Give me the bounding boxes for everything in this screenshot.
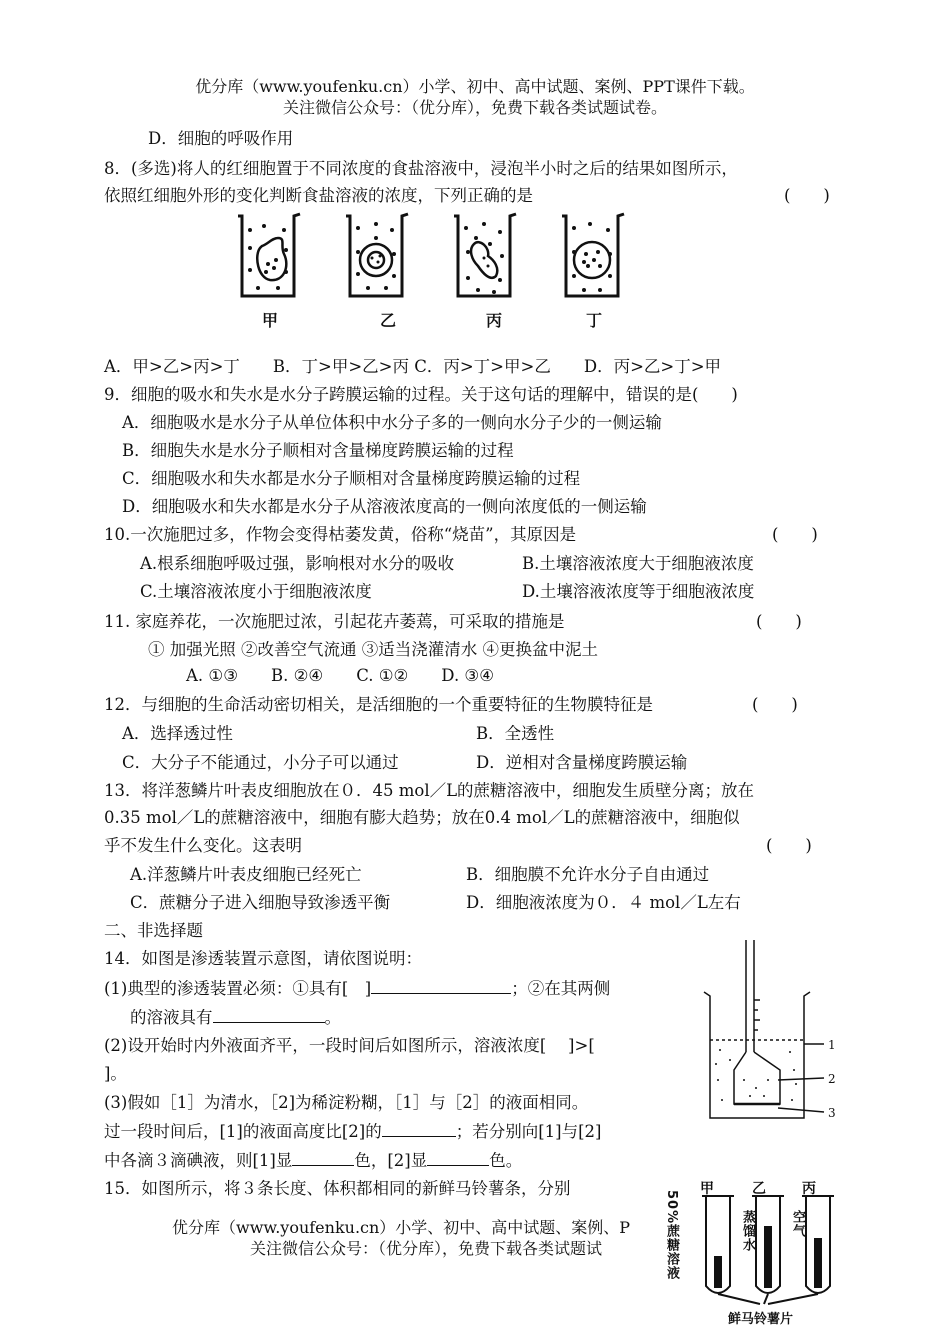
q8-options: A．甲>乙>丙>丁 B．丁>甲>乙>丙 C．丙>丁>甲>乙 D．丙>乙>丁>甲 bbox=[104, 357, 722, 376]
potato-strip-bing bbox=[814, 1238, 822, 1288]
footer-line-1: 优分库（www.youfenku.cn）小学、初中、高中试题、案例、P bbox=[172, 1218, 631, 1237]
q14-stem: 14．如图是渗透装置示意图，请依图说明： bbox=[104, 949, 422, 968]
q12-option-d: D．逆相对含量梯度跨膜运输 bbox=[476, 753, 688, 772]
tube-label-bing: 丙 bbox=[802, 1181, 816, 1197]
q12-paren: ( ) bbox=[752, 695, 798, 714]
q12-option-a: A．选择透过性 bbox=[122, 724, 233, 743]
red-cell-beakers-figure bbox=[228, 208, 648, 308]
q8-stem-1: 8．(多选)将人的红细胞置于不同浓度的食盐溶液中，浸泡半小时之后的结果如图所示， bbox=[104, 159, 738, 178]
q8-paren: ( ) bbox=[784, 186, 830, 205]
header-line-2: 关注微信公众号：（优分库），免费下载各类试题试卷。 bbox=[282, 98, 667, 117]
q11-options: A. ①③ B. ②④ C. ①② D. ③④ bbox=[186, 666, 495, 685]
q11-stem: 11. 家庭养花，一次施肥过浓，引起花卉萎蔫，可采取的措施是 bbox=[104, 612, 565, 631]
beaker-label-ding: 丁 bbox=[586, 311, 603, 330]
beaker-label-bing: 丙 bbox=[486, 311, 503, 330]
beaker-bing bbox=[454, 214, 516, 296]
q13-option-a: A.洋葱鳞片叶表皮细胞已经死亡 bbox=[130, 865, 362, 884]
q14-part3-f: 色。 bbox=[489, 1151, 523, 1170]
q14-part3-c: ；若分别向[1]与[2] bbox=[455, 1122, 602, 1141]
potato-strip-jia bbox=[714, 1256, 722, 1288]
q11-paren: ( ) bbox=[756, 612, 802, 631]
cell-yi bbox=[360, 244, 392, 276]
q14-part1-c: 的溶液具有 bbox=[130, 1008, 213, 1027]
tube-label-yi: 乙 bbox=[752, 1181, 766, 1197]
footer-line-2: 关注微信公众号：（优分库），免费下载各类试题试 bbox=[250, 1239, 603, 1258]
q13-option-c: C．蔗糖分子进入细胞导致渗透平衡 bbox=[130, 893, 391, 912]
q14-part1-a: (1)典型的渗透装置必须：①具有[ ] bbox=[104, 979, 372, 998]
beaker-yi bbox=[346, 214, 408, 296]
q10-option-d: D.土壤溶液浓度等于细胞液浓度 bbox=[522, 582, 755, 601]
q9-option-d: D．细胞吸水和失水都是水分子从溶液浓度高的一侧向浓度低的一侧运输 bbox=[122, 497, 647, 516]
q14-part3-a: (3)假如［1］为清水，［2]为稀淀粉糊，［1］与［2］的液面相同。 bbox=[104, 1093, 589, 1112]
q10-option-c: C.土壤溶液浓度小于细胞液浓度 bbox=[140, 582, 372, 601]
q10-stem: 10.一次施肥过多，作物会变得枯萎发黄，俗称“烧苗”，其原因是 bbox=[104, 525, 577, 544]
potato-strip-yi bbox=[764, 1226, 772, 1288]
q14-part1-line1 bbox=[104, 977, 610, 1000]
q9-option-b: B．细胞失水是水分子顺相对含量梯度跨膜运输的过程 bbox=[122, 441, 514, 460]
q14-part1-d: 。 bbox=[324, 1008, 341, 1027]
tube-label-jia: 甲 bbox=[700, 1181, 714, 1197]
q15-stem: 15．如图所示，将３条长度、体积都相同的新鲜马铃薯条，分别 bbox=[104, 1179, 571, 1198]
q14-part3-d: 中各滴３滴碘液，则[1]显 bbox=[104, 1151, 293, 1170]
fig-label-2: 2 bbox=[828, 1072, 836, 1086]
q14-part3-e: 色，[2]显 bbox=[354, 1151, 428, 1170]
cell-jia bbox=[257, 238, 286, 280]
beaker-jia bbox=[238, 214, 300, 296]
q14-blank-2[interactable] bbox=[213, 1006, 325, 1023]
q10-option-b: B.土壤溶液浓度大于细胞液浓度 bbox=[522, 554, 754, 573]
potato-tubes-figure bbox=[690, 1186, 840, 1306]
q12-stem: 12．与细胞的生命活动密切相关，是活细胞的一个重要特征的生物膜特征是 bbox=[104, 695, 653, 714]
q14-part3-b: 过一段时间后，[1]的液面高度比[2]的 bbox=[104, 1122, 382, 1141]
q14-blank-4[interactable] bbox=[292, 1149, 354, 1166]
q7-option-d: D．细胞的呼吸作用 bbox=[148, 129, 294, 148]
header-line-1: 优分库（www.youfenku.cn）小学、初中、高中试题、案例、PPT课件下载。 bbox=[195, 77, 755, 96]
beaker-label-jia: 甲 bbox=[262, 311, 279, 330]
q10-option-a: A.根系细胞呼吸过强，影响根对水分的吸收 bbox=[140, 554, 455, 573]
tube-content-air: 空气 bbox=[790, 1210, 805, 1238]
q14-part3-line2 bbox=[104, 1120, 602, 1143]
q13-paren: ( ) bbox=[766, 836, 812, 855]
q14-part1-b: ；②在其两侧 bbox=[511, 979, 611, 998]
q13-line-3: 乎不发生什么变化。这表明 bbox=[104, 836, 302, 855]
section-2-title: 二、非选择题 bbox=[104, 921, 203, 940]
fig-label-3: 3 bbox=[828, 1106, 836, 1120]
tube-content-sucrose: 50%蔗糖溶液 bbox=[664, 1190, 679, 1281]
q13-line-1: 13．将洋葱鳞片叶表皮细胞放在０．45 mol／L的蔗糖溶液中，细胞发生质壁分离；放在 bbox=[104, 781, 755, 800]
q13-option-d: D．细胞液浓度为０．４ mol／L左右 bbox=[466, 893, 741, 912]
q11-measures: ① 加强光照 ②改善空气流通 ③适当浇灌清水 ④更换盆中泥土 bbox=[148, 640, 598, 659]
q14-blank-5[interactable] bbox=[427, 1149, 489, 1166]
q12-option-c: C．大分子不能通过，小分子可以通过 bbox=[122, 753, 399, 772]
q10-paren: ( ) bbox=[772, 525, 818, 544]
q14-blank-3[interactable] bbox=[382, 1120, 456, 1137]
q9-option-a: A．细胞吸水是水分子从单位体积中水分子多的一侧向水分子少的一侧运输 bbox=[122, 413, 662, 432]
q14-part2-a: (2)设开始时内外液面齐平，一段时间后如图所示，溶液浓度[ ]>[ bbox=[104, 1036, 595, 1055]
q9-option-c: C．细胞吸水和失水都是水分子顺相对含量梯度跨膜运输的过程 bbox=[122, 469, 581, 488]
beaker-label-yi: 乙 bbox=[380, 311, 397, 330]
q12-option-b: B．全透性 bbox=[476, 724, 555, 743]
osmosis-apparatus-figure bbox=[700, 940, 840, 1130]
beaker-ding bbox=[562, 214, 624, 296]
tube-content-water: 蒸馏水 bbox=[740, 1210, 755, 1252]
q8-stem-2: 依照红细胞外形的变化判断食盐溶液的浓度，下列正确的是 bbox=[104, 186, 533, 205]
q14-part2-b: ]。 bbox=[104, 1064, 127, 1083]
q14-part1-line2 bbox=[130, 1006, 341, 1029]
potato-slice-label: 鲜马铃薯片 bbox=[728, 1312, 794, 1327]
q14-part3-line3 bbox=[104, 1149, 522, 1172]
q13-option-b: B．细胞膜不允许水分子自由通过 bbox=[466, 865, 710, 884]
q9-stem: 9．细胞的吸水和失水是水分子跨膜运输的过程。关于这句话的理解中，错误的是( ) bbox=[104, 385, 738, 404]
fig-label-1: 1 bbox=[828, 1038, 836, 1052]
q13-line-2: 0.35 mol／L的蔗糖溶液中，细胞有膨大趋势；放在0.4 mol／L的蔗糖溶液中，细胞似 bbox=[104, 808, 740, 827]
cell-bing bbox=[471, 242, 497, 278]
q14-blank-1[interactable] bbox=[371, 977, 511, 994]
